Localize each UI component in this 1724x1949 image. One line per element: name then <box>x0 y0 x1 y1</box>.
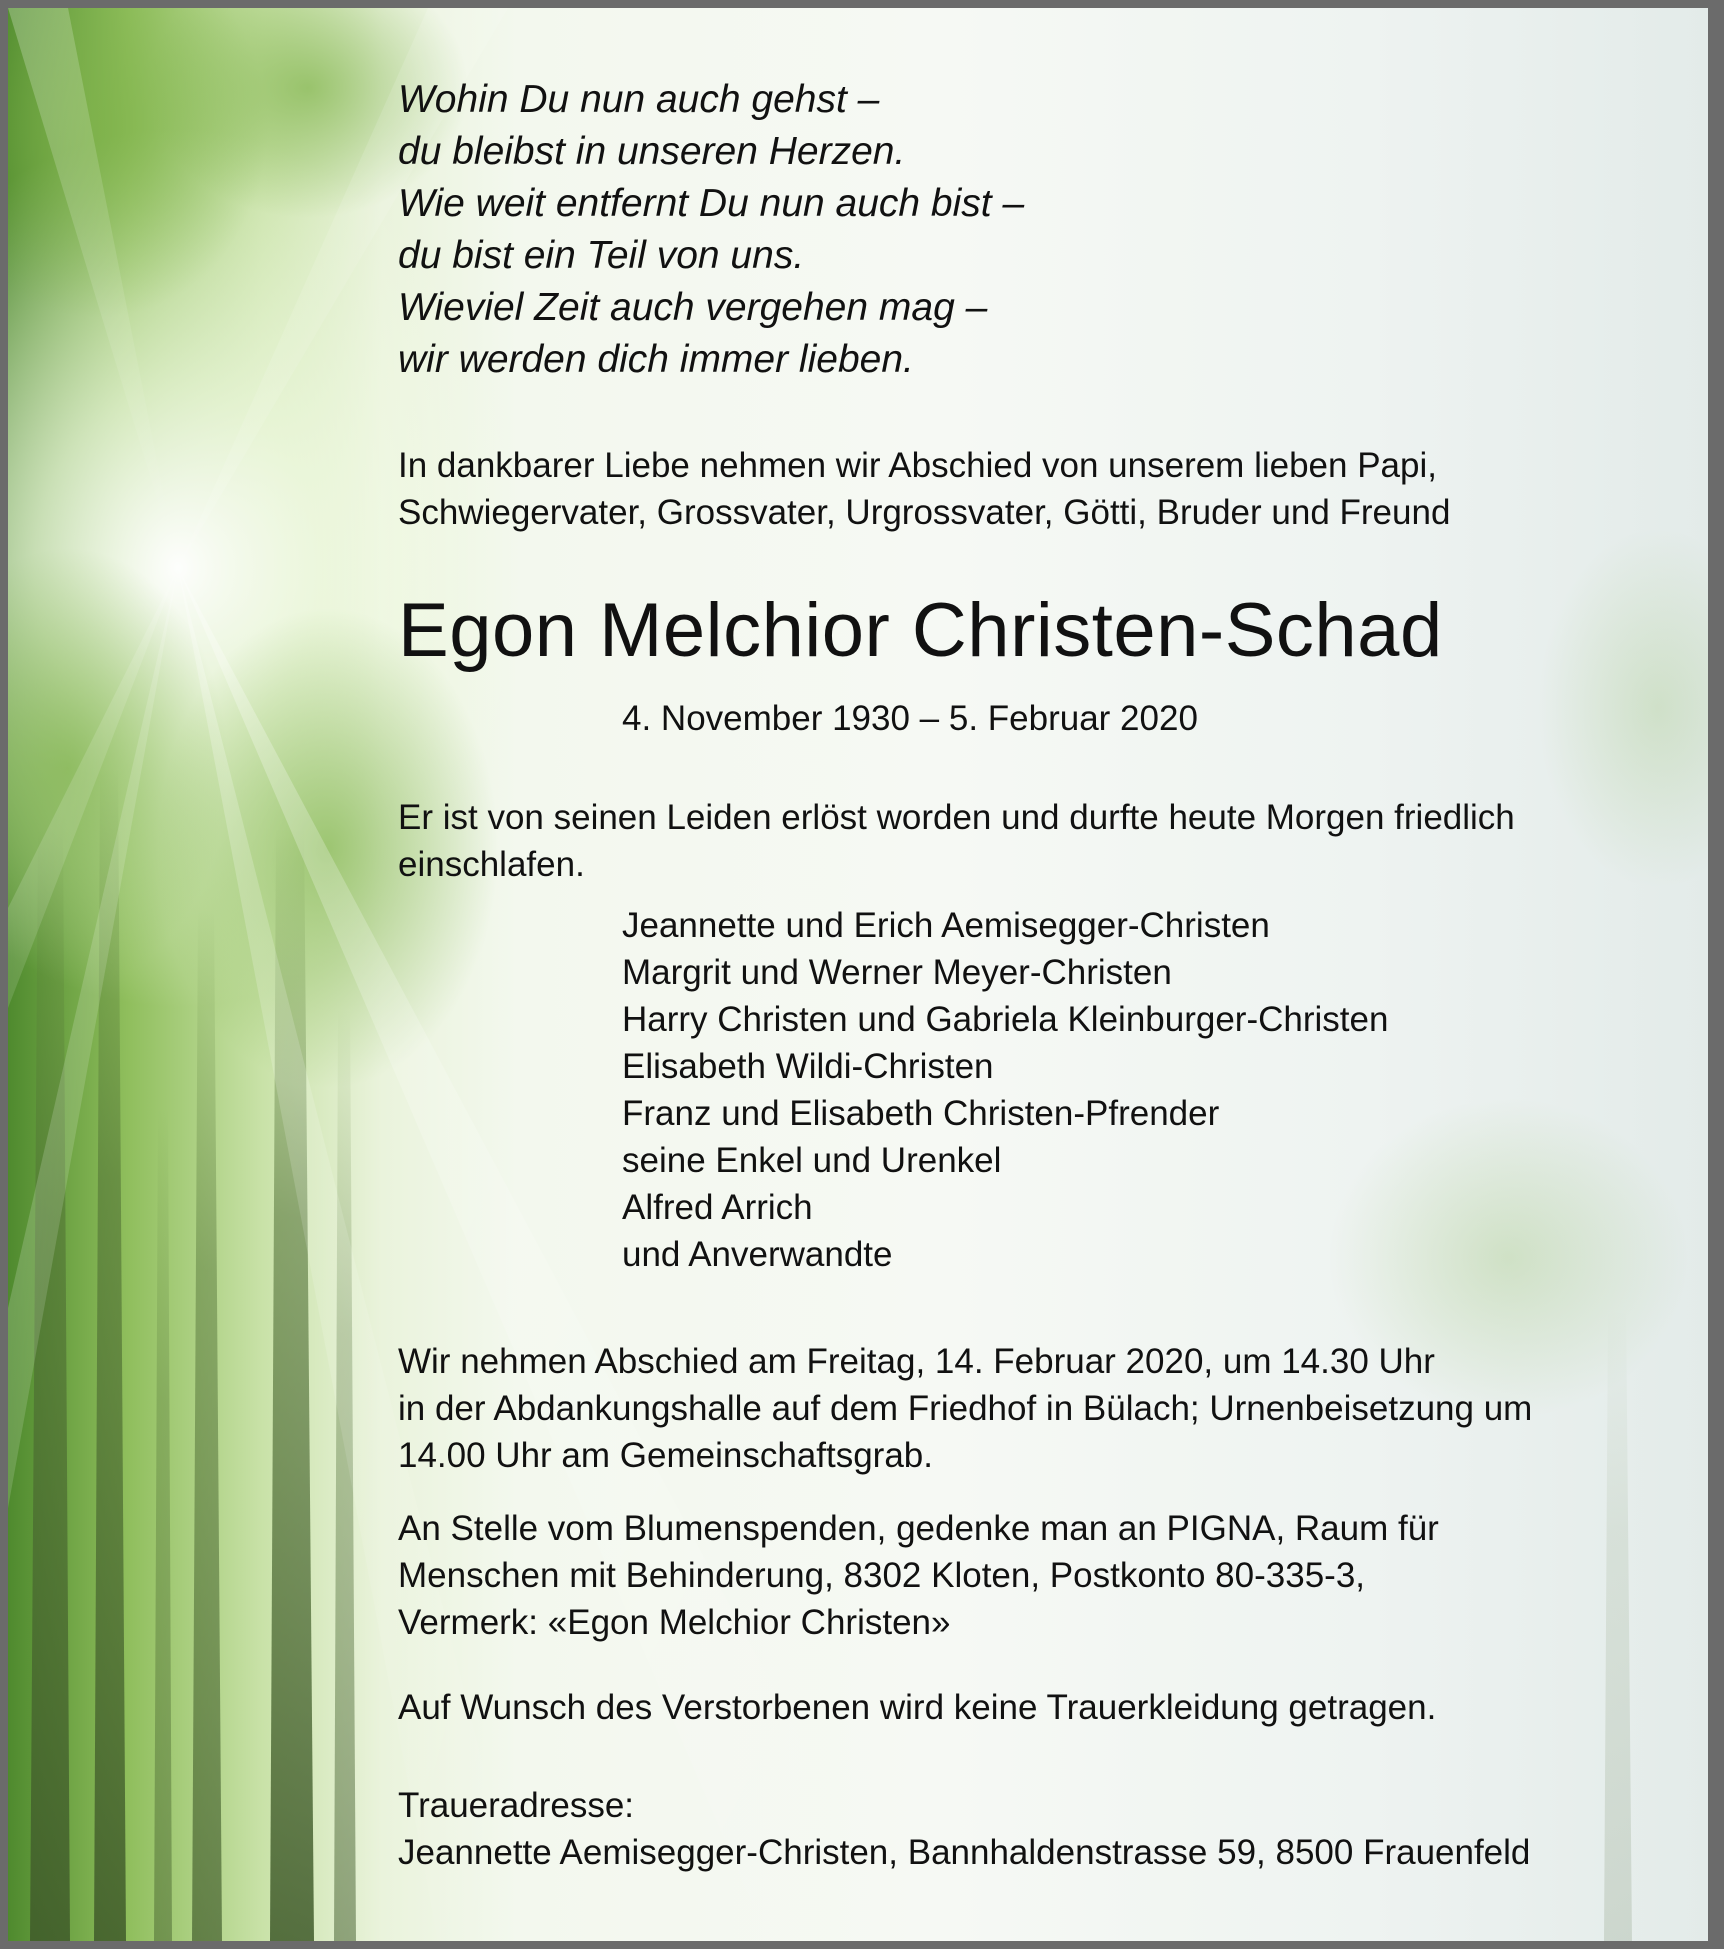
obituary-notice <box>8 8 1708 1941</box>
mourner: Harry Christen und Gabriela Kleinburger-Christen <box>622 1000 1389 1039</box>
passing-line: einschlafen. <box>398 845 585 884</box>
deceased-name: Egon Melchior Christen-Schad <box>398 588 1443 673</box>
mourner: Franz und Elisabeth Christen-Pfrender <box>622 1094 1220 1133</box>
intro-line: In dankbarer Liebe nehmen wir Abschied von unserem lieben Papi, <box>398 446 1437 485</box>
donation-line: An Stelle vom Blumenspenden, gedenke man an PIGNA, Raum für <box>398 1509 1439 1548</box>
donation-paragraph <box>398 1505 1439 1646</box>
donation-line: Vermerk: «Egon Melchior Christen» <box>398 1603 951 1642</box>
mourning-address <box>398 1782 1530 1876</box>
mourner: Elisabeth Wildi-Christen <box>622 1047 994 1086</box>
ceremony-line: in der Abdankungshalle auf dem Friedhof in Bülach; Urnenbeisetzung um <box>398 1389 1533 1428</box>
mourner: Jeannette und Erich Aemisegger-Christen <box>622 906 1270 945</box>
poem-line: Wie weit entfernt Du nun auch bist – <box>398 182 1025 225</box>
life-dates: 4. November 1930 – 5. Februar 2020 <box>622 699 1198 738</box>
intro-paragraph <box>398 442 1450 536</box>
passing-line: Er ist von seinen Leiden erlöst worden und durfte heute Morgen friedlich <box>398 798 1515 837</box>
poem-line: du bist ein Teil von uns. <box>398 234 805 277</box>
ceremony-paragraph <box>398 1338 1532 1479</box>
poem-line: du bleibst in unseren Herzen. <box>398 130 906 173</box>
mourner: und Anverwandte <box>622 1235 893 1274</box>
ceremony-line: Wir nehmen Abschied am Freitag, 14. Februar 2020, um 14.30 Uhr <box>398 1342 1435 1381</box>
mourner: Alfred Arrich <box>622 1188 813 1227</box>
intro-line: Schwiegervater, Grossvater, Urgrossvater, Götti, Bruder und Freund <box>398 493 1451 532</box>
notice-content <box>8 8 1708 1941</box>
address-line: Jeannette Aemisegger-Christen, Bannhaldenstrasse 59, 8500 Frauenfeld <box>398 1833 1531 1872</box>
donation-line: Menschen mit Behinderung, 8302 Kloten, Postkonto 80-335-3, <box>398 1556 1366 1595</box>
poem-line: Wohin Du nun auch gehst – <box>398 78 880 121</box>
poem-line: Wieviel Zeit auch vergehen mag – <box>398 286 988 329</box>
mourner: Margrit und Werner Meyer-Christen <box>622 953 1172 992</box>
mourner: seine Enkel und Urenkel <box>622 1141 1002 1180</box>
attire-note: Auf Wunsch des Verstorbenen wird keine Trauerkleidung getragen. <box>398 1688 1437 1727</box>
mourners-list <box>622 902 1388 1278</box>
ceremony-line: 14.00 Uhr am Gemeinschaftsgrab. <box>398 1436 933 1475</box>
passing-paragraph <box>398 794 1515 888</box>
poem-line: wir werden dich immer lieben. <box>398 338 914 381</box>
poem <box>398 74 1024 386</box>
address-label: Traueradresse: <box>398 1786 635 1825</box>
